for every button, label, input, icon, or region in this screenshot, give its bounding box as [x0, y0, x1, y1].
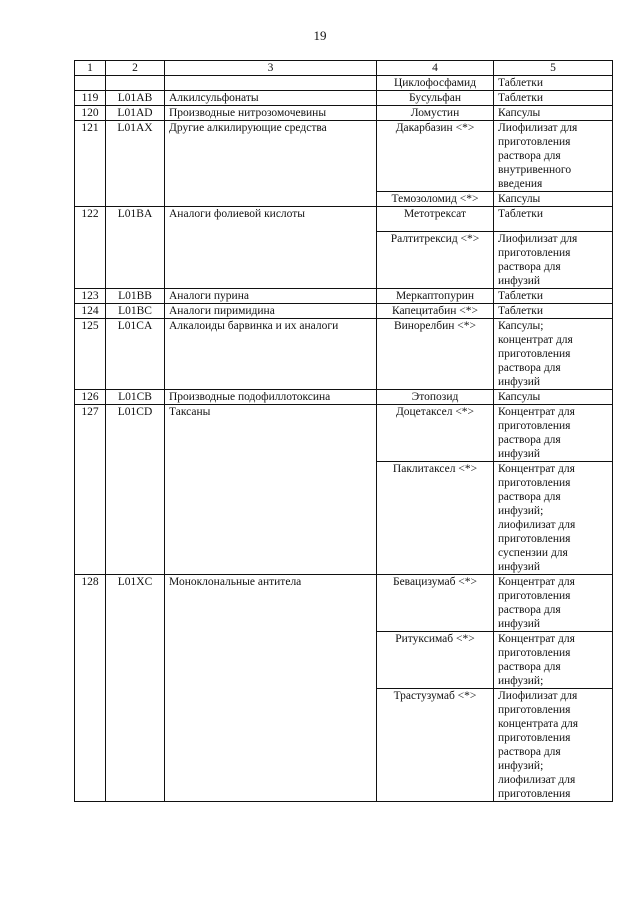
- dosage-form: Капсулы: [494, 390, 613, 405]
- row-number: 126: [75, 390, 106, 405]
- drug-name: Паклитаксел <*>: [377, 462, 494, 575]
- atc-code: L01AX: [106, 121, 165, 207]
- column-header: 1: [75, 61, 106, 76]
- drug-name: Бусульфан: [377, 91, 494, 106]
- drug-name: Темозоломид <*>: [377, 192, 494, 207]
- group-name: Таксаны: [165, 405, 377, 575]
- table-row: [75, 319, 613, 390]
- dosage-form: Капсулы: [494, 106, 613, 121]
- atc-code: L01BB: [106, 289, 165, 304]
- group-name: Аналоги пиримидина: [165, 304, 377, 319]
- atc-code: L01AD: [106, 106, 165, 121]
- drug-name: Метотрексат: [377, 207, 494, 232]
- drug-name: Доцетаксел <*>: [377, 405, 494, 462]
- table-row: [75, 207, 613, 232]
- group-name: Производные нитрозомочевины: [165, 106, 377, 121]
- column-header: 3: [165, 61, 377, 76]
- table-row: [75, 91, 613, 106]
- group-name: Аналоги фолиевой кислоты: [165, 207, 377, 289]
- row-number: 127: [75, 405, 106, 575]
- drug-name: Меркаптопурин: [377, 289, 494, 304]
- row-number: [75, 76, 106, 91]
- table-row: [75, 121, 613, 192]
- group-name: Другие алкилирующие средства: [165, 121, 377, 207]
- dosage-form: Таблетки: [494, 91, 613, 106]
- dosage-form: Концентрат для приготовления раствора для инфузий;: [494, 632, 613, 689]
- dosage-form: Концентрат для приготовления раствора для инфузий: [494, 575, 613, 632]
- row-number: 119: [75, 91, 106, 106]
- atc-code: L01AB: [106, 91, 165, 106]
- dosage-form: Лиофилизат для приготовления концентрата для приготовления раствора для инфузий; лиофилизат для приготовления: [494, 689, 613, 802]
- column-header: 5: [494, 61, 613, 76]
- drug-name: Ралтитрексид <*>: [377, 232, 494, 289]
- table-row: [75, 304, 613, 319]
- drug-name: Ритуксимаб <*>: [377, 632, 494, 689]
- table-row: [75, 390, 613, 405]
- group-name: Аналоги пурина: [165, 289, 377, 304]
- row-number: 125: [75, 319, 106, 390]
- column-header: 2: [106, 61, 165, 76]
- column-header: 4: [377, 61, 494, 76]
- drug-name: Ломустин: [377, 106, 494, 121]
- drug-name: Винорелбин <*>: [377, 319, 494, 390]
- atc-code: L01CA: [106, 319, 165, 390]
- drug-name: Циклофосфамид: [377, 76, 494, 91]
- row-number: 121: [75, 121, 106, 207]
- group-name: Алкалоиды барвинка и их аналоги: [165, 319, 377, 390]
- atc-code: L01XC: [106, 575, 165, 802]
- table-row: [75, 575, 613, 632]
- group-name: Моноклональные антитела: [165, 575, 377, 802]
- table-row: [75, 106, 613, 121]
- atc-code: L01CD: [106, 405, 165, 575]
- atc-code: L01CB: [106, 390, 165, 405]
- row-number: 120: [75, 106, 106, 121]
- group-name: [165, 76, 377, 91]
- drug-name: Капецитабин <*>: [377, 304, 494, 319]
- table-row: [75, 405, 613, 462]
- group-name: Производные подофиллотоксина: [165, 390, 377, 405]
- drug-table: [74, 60, 613, 802]
- dosage-form: Капсулы; концентрат для приготовления раствора для инфузий: [494, 319, 613, 390]
- dosage-form: Таблетки: [494, 289, 613, 304]
- table-header-row: [75, 61, 613, 76]
- dosage-form: Концентрат для приготовления раствора для инфузий; лиофилизат для приготовления суспензии для инфузий: [494, 462, 613, 575]
- dosage-form: Концентрат для приготовления раствора для инфузий: [494, 405, 613, 462]
- drug-name: Трастузумаб <*>: [377, 689, 494, 802]
- dosage-form: Таблетки: [494, 76, 613, 91]
- group-name: Алкилсульфонаты: [165, 91, 377, 106]
- atc-code: [106, 76, 165, 91]
- dosage-form: Лиофилизат для приготовления раствора для внутривенного введения: [494, 121, 613, 192]
- drug-name: Дакарбазин <*>: [377, 121, 494, 192]
- drug-name: Бевацизумаб <*>: [377, 575, 494, 632]
- page-number: 19: [313, 28, 327, 43]
- table-row: [75, 289, 613, 304]
- row-number: 128: [75, 575, 106, 802]
- dosage-form: Капсулы: [494, 192, 613, 207]
- drug-name: Этопозид: [377, 390, 494, 405]
- row-number: 122: [75, 207, 106, 289]
- table-row: [75, 76, 613, 91]
- row-number: 124: [75, 304, 106, 319]
- dosage-form: Таблетки: [494, 304, 613, 319]
- atc-code: L01BC: [106, 304, 165, 319]
- row-number: 123: [75, 289, 106, 304]
- atc-code: L01BA: [106, 207, 165, 289]
- dosage-form: Таблетки: [494, 207, 613, 232]
- dosage-form: Лиофилизат для приготовления раствора для инфузий: [494, 232, 613, 289]
